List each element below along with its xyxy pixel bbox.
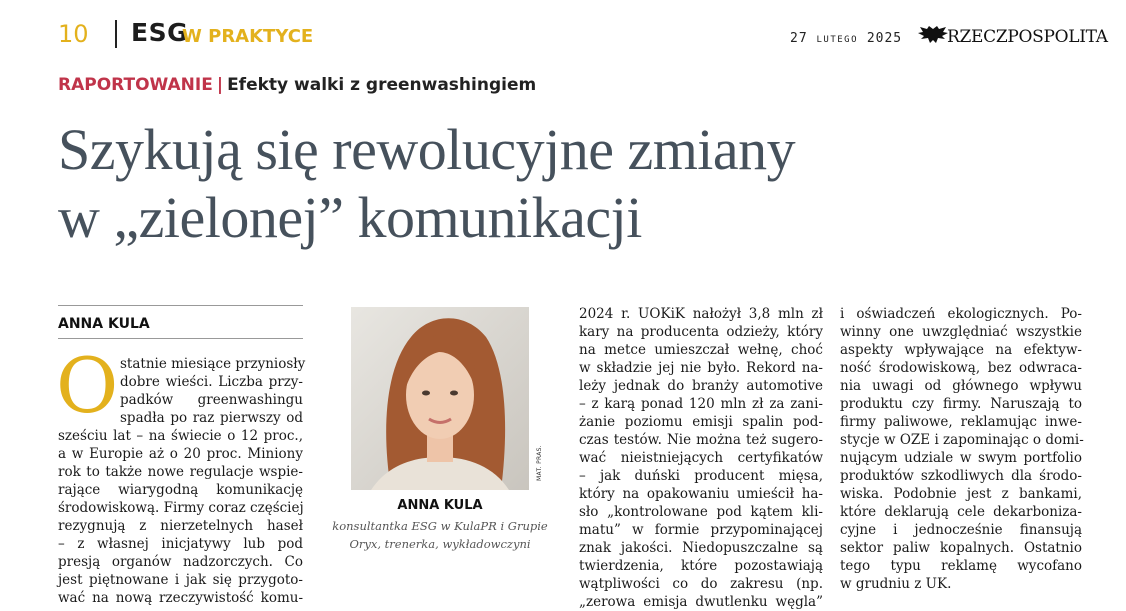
headline-line: w „zielonej” komunikacji	[58, 185, 642, 250]
portrait-image	[351, 307, 529, 490]
text-line: leży jednak do branży automotive	[579, 378, 823, 394]
drop-cap: O	[56, 341, 119, 430]
photo-credit: MAT. PRAS.	[536, 445, 543, 481]
text-line: wiska. Podobnie jest z bankami,	[840, 486, 1082, 502]
article-column-2	[579, 305, 823, 611]
text-line: sło „kontrolowane pod kątem kli-	[579, 504, 823, 520]
text-line: – jak duński producent mięsa,	[579, 468, 823, 484]
text-line: aspekty wpływające na efektyw-	[840, 342, 1082, 358]
section-separator: |	[216, 75, 224, 95]
byline-rule-bottom	[58, 338, 303, 339]
photo-caption-name: ANNA KULA	[397, 498, 483, 513]
text-line: żanie poziomu emisji spalin pod-	[579, 414, 823, 430]
article-column-1-intro	[120, 355, 306, 427]
masthead-logo: RZECZPOSPOLITA	[947, 27, 1108, 47]
text-line: 2024 r. UOKiK nałożył 3,8 mln zł	[579, 306, 823, 322]
text-line: wątpliwości co do zakresu (np.	[579, 576, 823, 592]
text-line: sektor paliw kopalnych. Ostatnio	[840, 540, 1082, 556]
text-line: i oświadczeń ekologicznych. Po-	[840, 306, 1082, 322]
photo-caption-role	[325, 517, 555, 553]
text-line: rok to także nowe regulacje wspie-	[58, 464, 303, 480]
text-line: nującym udziale w swym portfolio	[840, 450, 1082, 466]
text-line: – z karą ponad 120 mln zł za zani-	[579, 396, 823, 412]
text-line: winny one uwzględniać wszystkie	[840, 324, 1082, 340]
section-category: RAPORTOWANIE	[58, 75, 213, 95]
author-photo	[351, 307, 529, 490]
text-line: twierdzenia, które pozostawiają	[579, 558, 823, 574]
text-line: które deklarują cele dekarboniza-	[840, 504, 1082, 520]
header-divider	[115, 20, 117, 48]
text-line: padków greenwashingu	[120, 392, 303, 408]
eagle-logo-icon	[918, 26, 948, 46]
byline-author: ANNA KULA	[58, 316, 150, 332]
text-line: – z własnej inicjatywy lub pod	[58, 536, 303, 552]
text-line: nia uwagi od głównego wpływu	[840, 378, 1082, 394]
text-line: na metce umieszczał wełnę, choć	[579, 342, 823, 358]
text-line: środowiskową. Firmy coraz częściej	[58, 500, 304, 516]
date-day: 27	[790, 31, 808, 46]
text-line: stycje w OZE i zapominając o domi-	[840, 432, 1084, 448]
text-line: rające wiarygodną komunikację	[58, 482, 303, 498]
text-line: wać na nową rzeczywistość komu-	[58, 590, 303, 606]
section-brand-sub: W PRAKTYCE	[182, 26, 314, 47]
text-line: wać nieistniejących certyfikatów	[579, 450, 823, 466]
text-line: produktów szkodliwych dla środo-	[840, 468, 1082, 484]
section-label	[58, 75, 536, 95]
text-line: rezygnują z nierzetelnych haseł	[58, 518, 303, 534]
text-line: „zerowa emisja dwutlenku węgla”	[579, 594, 823, 610]
text-line: w grudniu z UK.	[840, 576, 952, 592]
text-line: spadła po raz pierwszy od	[120, 410, 303, 426]
text-line: matu” w formie przypominającej	[579, 522, 823, 538]
text-line: sześciu lat – na świecie o 12 proc.,	[58, 428, 303, 444]
section-brand: ESG	[131, 18, 189, 47]
page-number: 10	[58, 20, 89, 48]
article-column-3	[840, 305, 1082, 593]
text-line: tego typu reklamę wycofano	[840, 558, 1082, 574]
text-line: presją organów nadzorczych. Co	[58, 554, 303, 570]
text-line: statnie miesiące przyniosły	[120, 356, 306, 372]
text-line: firmy paliwowe, reklamując inwe-	[840, 414, 1082, 430]
text-line: kary na producenta odzieży, który	[579, 324, 823, 340]
article-headline	[58, 116, 1098, 252]
text-line: jest piętnowane i jak się przygoto-	[58, 572, 303, 588]
article-column-1	[58, 427, 303, 607]
caption-line: konsultantka ESG w KulaPR i Grupie	[332, 519, 548, 533]
text-line: dobre wieści. Liczba przy-	[120, 374, 303, 390]
text-line: ność środowiskową, bez odwraca-	[840, 360, 1082, 376]
date-year: 2025	[866, 31, 903, 46]
text-line: w składzie jej nie było. Rekord na-	[579, 360, 823, 376]
text-line: a w Europie aż o 20 proc. Miniony	[58, 446, 303, 462]
text-line: znak jakości. Niedopuszczalne są	[579, 540, 823, 556]
issue-date	[790, 31, 902, 46]
caption-line: Oryx, trenerka, wykładowczyni	[349, 537, 531, 551]
headline-line: Szykują się rewolucyjne zmiany	[58, 117, 796, 182]
text-line: produktu czy firmy. Naruszają to	[840, 396, 1082, 412]
byline-rule-top	[58, 305, 303, 306]
date-month: LUTEGO	[816, 35, 858, 45]
section-subtitle: Efekty walki z greenwashingiem	[227, 75, 537, 95]
text-line: który na opakowaniu umieścił ha-	[579, 486, 823, 502]
text-line: cyjne i jednocześnie finansują	[840, 522, 1082, 538]
text-line: czas testów. Nie można też sugero-	[579, 432, 823, 448]
